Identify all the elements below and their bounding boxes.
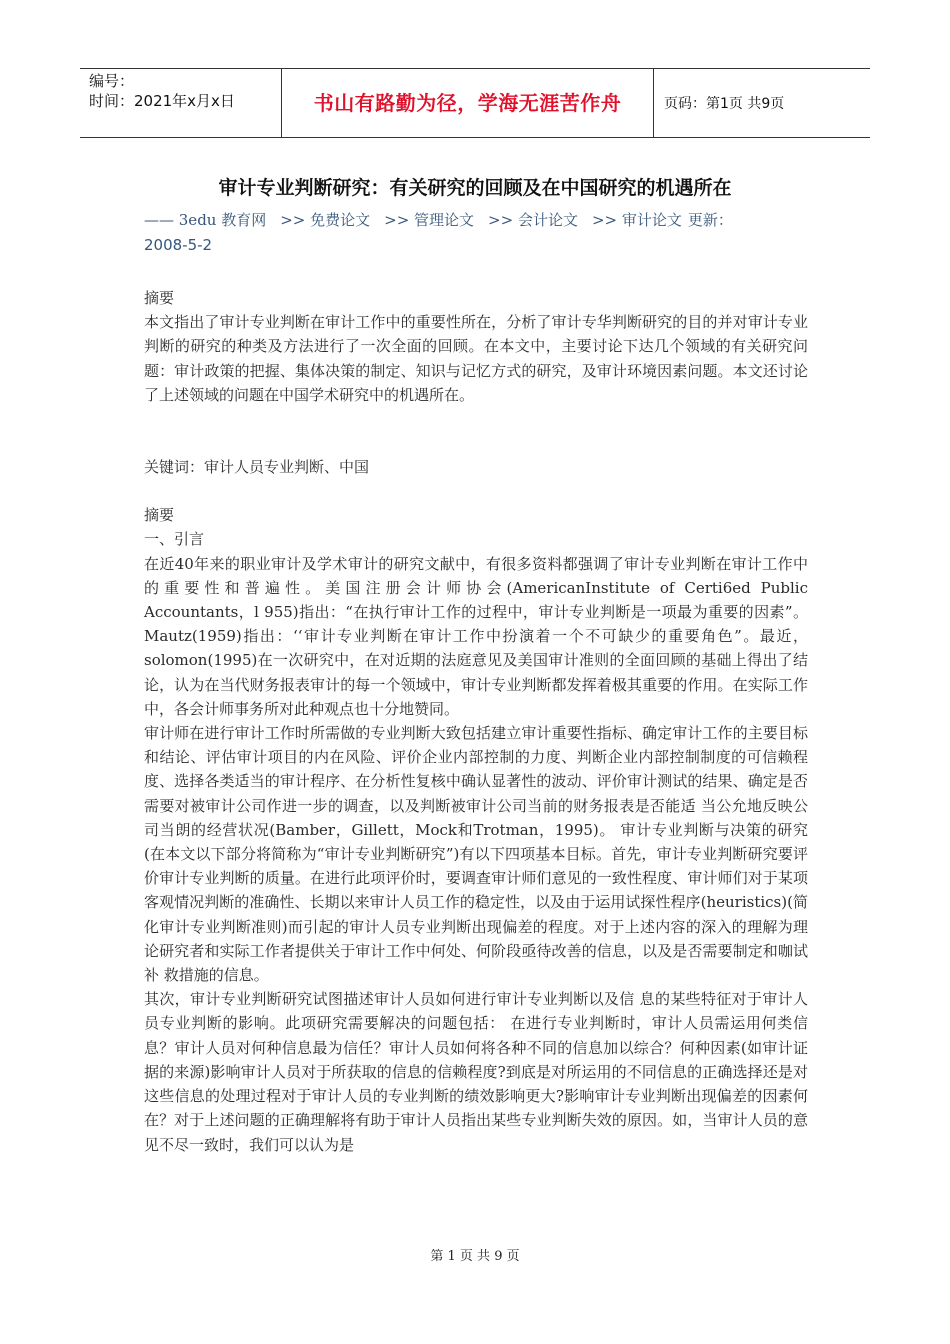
abstract-heading-2: 摘要: [144, 506, 175, 525]
abstract-heading: 摘要: [144, 289, 175, 307]
page-title: 审计专业判断研究：有关研究的回顾及在中国研究的机遇所在: [218, 177, 732, 199]
breadcrumb-accounting-papers[interactable]: >> 会计论文: [488, 211, 578, 229]
breadcrumb: [144, 208, 814, 258]
page-info: 页码：第1页 共9页: [664, 96, 785, 112]
time-label: 时间：2021年x月x日: [89, 92, 235, 110]
header-table: [80, 68, 870, 138]
paragraph: 其次，审计专业判断研究试图描述审计人员如何进行审计专业判断以及信 息的某些特征对于审计人员专业判断的影响。此项研究需要解决的问题包括： 在进行专业判断时，审计人员需运用何类信息？审计人员对何种信息最为信任？审计人员如何将各种不同的信息加以综合？何种因素(如审计证据的来源)影响审计人员对于所获取的信息的信赖程度?到底是对所运用的不同信息的正确选择还是对这些信息的处理过程对于审计人员的专业判断的绩效影响更大?影响审计专业判断出现偏差的因素何在？对于上述问题的正确理解将有助于审计人员指出某些专业判断失效的原因。如，当审计人员的意见不尽一致时，我们可以认为是: [144, 990, 808, 1154]
section-heading: 一、引言: [144, 530, 205, 549]
breadcrumb-free-papers[interactable]: >> 免费论文: [280, 211, 371, 229]
header-motto: 书山有路勤为径，学海无涯苦作舟: [313, 91, 622, 115]
header-divider: [653, 69, 654, 137]
article-body: [144, 286, 808, 1157]
update-label: 更新：: [687, 211, 733, 229]
breadcrumb-audit-papers[interactable]: >> 审计论文: [591, 211, 682, 229]
header-meta: [89, 71, 279, 111]
keywords: 关键词：审计人员专业判断、中国: [144, 458, 370, 477]
paragraph: 在近40年来的职业审计及学术审计的研究文献中，有很多资料都强调了审计专业判断在审计工作中的重要性和普遍性。美国注册会计师协会(AmericanInstitute of Certi6ed Public Accountants，l 955)指出：“在执行审计工作的过程中，审计专业判断是一项最为重要的因素”。Mautz(1959)指出：‘‘审计专业判断在审计工作中扮演着一个不可缺少的重要角色”。最近，solomon(1995)在一次研究中，在对近期的法庭意见及美国审计准则的全面回顾的基础上得出了结论，认为在当代财务报表审计的每一个领域中，审计专业判断都发挥着极其重要的作用。在实际工作中，各会计师事务所对此种观点也十分地赞同。: [144, 554, 808, 718]
update-date: 2008-5-2: [144, 236, 213, 254]
byline-source[interactable]: —— 3edu 教育网: [144, 211, 267, 229]
paragraph: 审计师在进行审计工作时所需做的专业判断大致包括建立审计重要性指标、确定审计工作的主要目标和结论、评估审计项目的内在风险、评价企业内部控制的力度、判断企业内部控制制度的可信赖程度、选择各类适当的审计程序、在分析性复核中确认显著性的波动、评价审计测试的结果、确定是否需要对被审计公司作进一步的调查，以及判断被审计公司当前的财务报表是否能适 当公允地反映公司当朗的经营状况(Bamber，Gillett，Mock和Trotman，1995)。 审计专业判断与决策的研究(在本文以下部分将简称为“审计专业判断研究”)有以下四项基本目标。首先，审计专业判断研究要评价审计专业判断的质量。在进行此项评价时，要调查审计师们意见的一致性程度、审计师们对于某项客观情况判断的准确性、长期以来审计人员工作的稳定性，以及由于运用试探性程序(heuristics)(简化审计专业判断准则)而引起的审计人员专业判断出现偏差的程度。对于上述内容的深入的理解为理论研究者和实际工作者提供关于审计工作中何处、何阶段亟待改善的信息，以及是否需要制定和咖试补 救措施的信息。: [144, 724, 808, 985]
breadcrumb-management-papers[interactable]: >> 管理论文: [384, 211, 475, 229]
number-label: 编号：: [89, 72, 135, 90]
page-footer: 第 1 页 共 9 页: [430, 1249, 520, 1264]
abstract-text: 本文指出了审计专业判断在审计工作中的重要性所在，分析了审计专华判断研究的目的并对审计专业判断的研究的种类及方法进行了一次全面的回顾。在本文中，主要讨论下达几个领域的有关研究问题：审计政策的把握、集体决策的制定、知识与记忆方式的研究，及审计环境因素问题。本文还讨论了上述领域的问题在中国学术研究中的机遇所在。: [144, 313, 808, 404]
